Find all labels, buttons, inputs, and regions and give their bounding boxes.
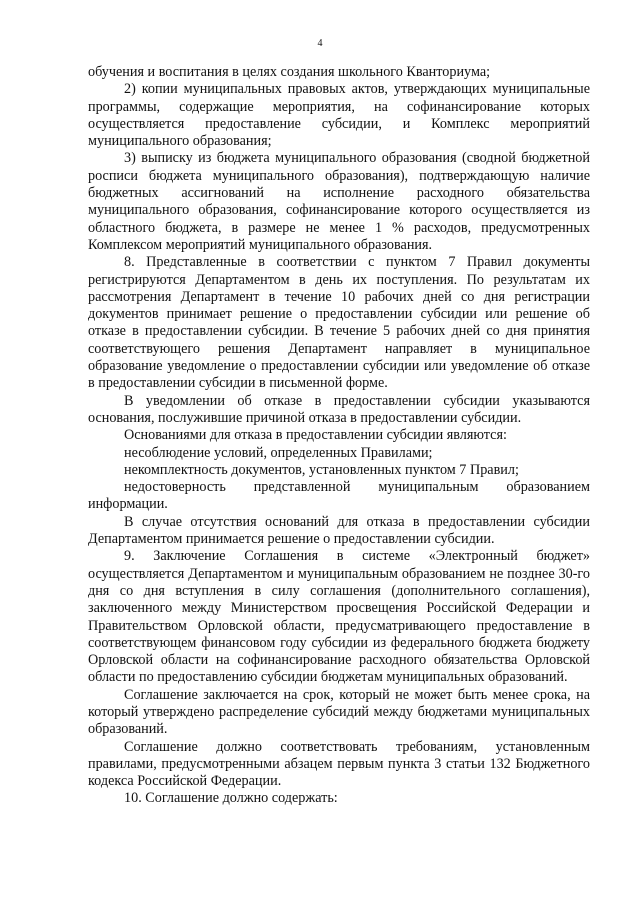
paragraph-ground-1: несоблюдение условий, определенных Правилами; [124, 444, 433, 461]
paragraph-clause-9: 9. Заключение Соглашения в системе «Электронный бюджет» осуществляется Департаментом и муниципальным образованием не позднее 30-го дня со дня вступления в силу соглашения (дополнительного соглашения), заключенного между Министерством просвещения Российской Федерации и Правительством Орловской области, предусматривающего предоставление в соответствующем финансовом году субсидии из федерального бюджета бюджету Орловской области на софинансирование расходного обязательства Орловской области по предоставлению субсидии бюджетам муниципальных образований. [88, 548, 590, 686]
paragraph-ground-2: некомплектность документов, установленных пунктом 7 Правил; [124, 461, 519, 478]
paragraph-agreement-term: Соглашение заключается на срок, который не может быть менее срока, на который утверждено распределение субсидий между бюджетами муниципальных образований. [88, 686, 590, 738]
paragraph-clause-10: 10. Соглашение должно содержать: [124, 790, 338, 807]
paragraph-agreement-requirements: Соглашение должно соответствовать требованиям, установленным правилами, предусмотренными абзацем первым пункта 3 статьи 132 Бюджетного кодекса Российской Федерации. [88, 738, 590, 790]
paragraph-ground-3: недостоверность представленной муниципальным образованием информации. [88, 479, 590, 513]
page-number: 4 [317, 38, 323, 49]
paragraph-refusal-notice: В уведомлении об отказе в предоставлении субсидии указываются основания, послужившие причиной отказа в предоставлении субсидии. [88, 392, 590, 426]
paragraph-item-3: 3) выписку из бюджета муниципального образования (сводной бюджетной росписи бюджета муниципального образования), подтверждающую наличие бюджетных ассигнований на исполнение расходного обязательства муниципального образования, софинансирование которого осуществляется из областного бюджета, в размере не менее 1 % расходов, предусмотренных Комплексом мероприятий муниципального образования. [88, 150, 590, 253]
paragraph-no-grounds: В случае отсутствия оснований для отказа в предоставлении субсидии Департаментом принимается решение о предоставлении субсидии. [88, 513, 590, 548]
paragraph-clause-8: 8. Представленные в соответствии с пунктом 7 Правил документы регистрируются Департаментом в день их поступления. По результатам их рассмотрения Департамент в течение 10 рабочих дней со дня регистрации документов принимает решение о предоставлении субсидии или решение об отказе в предоставлении субсидии. В течение 5 рабочих дней со дня принятия соответствующего решения Департамент направляет в муниципальное образование уведомление о предоставлении субсидии или уведомление об отказе в предоставлении субсидии в письменной форме. [88, 254, 590, 392]
paragraph-item-2: 2) копии муниципальных правовых актов, утверждающих муниципальные программы, содержащие мероприятия, на софинансирование которых осуществляется предоставление субсидии, и Комплекс мероприятий муниципального образования; [88, 81, 590, 150]
paragraph-continuation: обучения и воспитания в целях создания школьного Кванториума; [88, 64, 491, 80]
document-body [88, 64, 590, 808]
paragraph-refusal-grounds: Основаниями для отказа в предоставлении субсидии являются: [124, 427, 507, 444]
